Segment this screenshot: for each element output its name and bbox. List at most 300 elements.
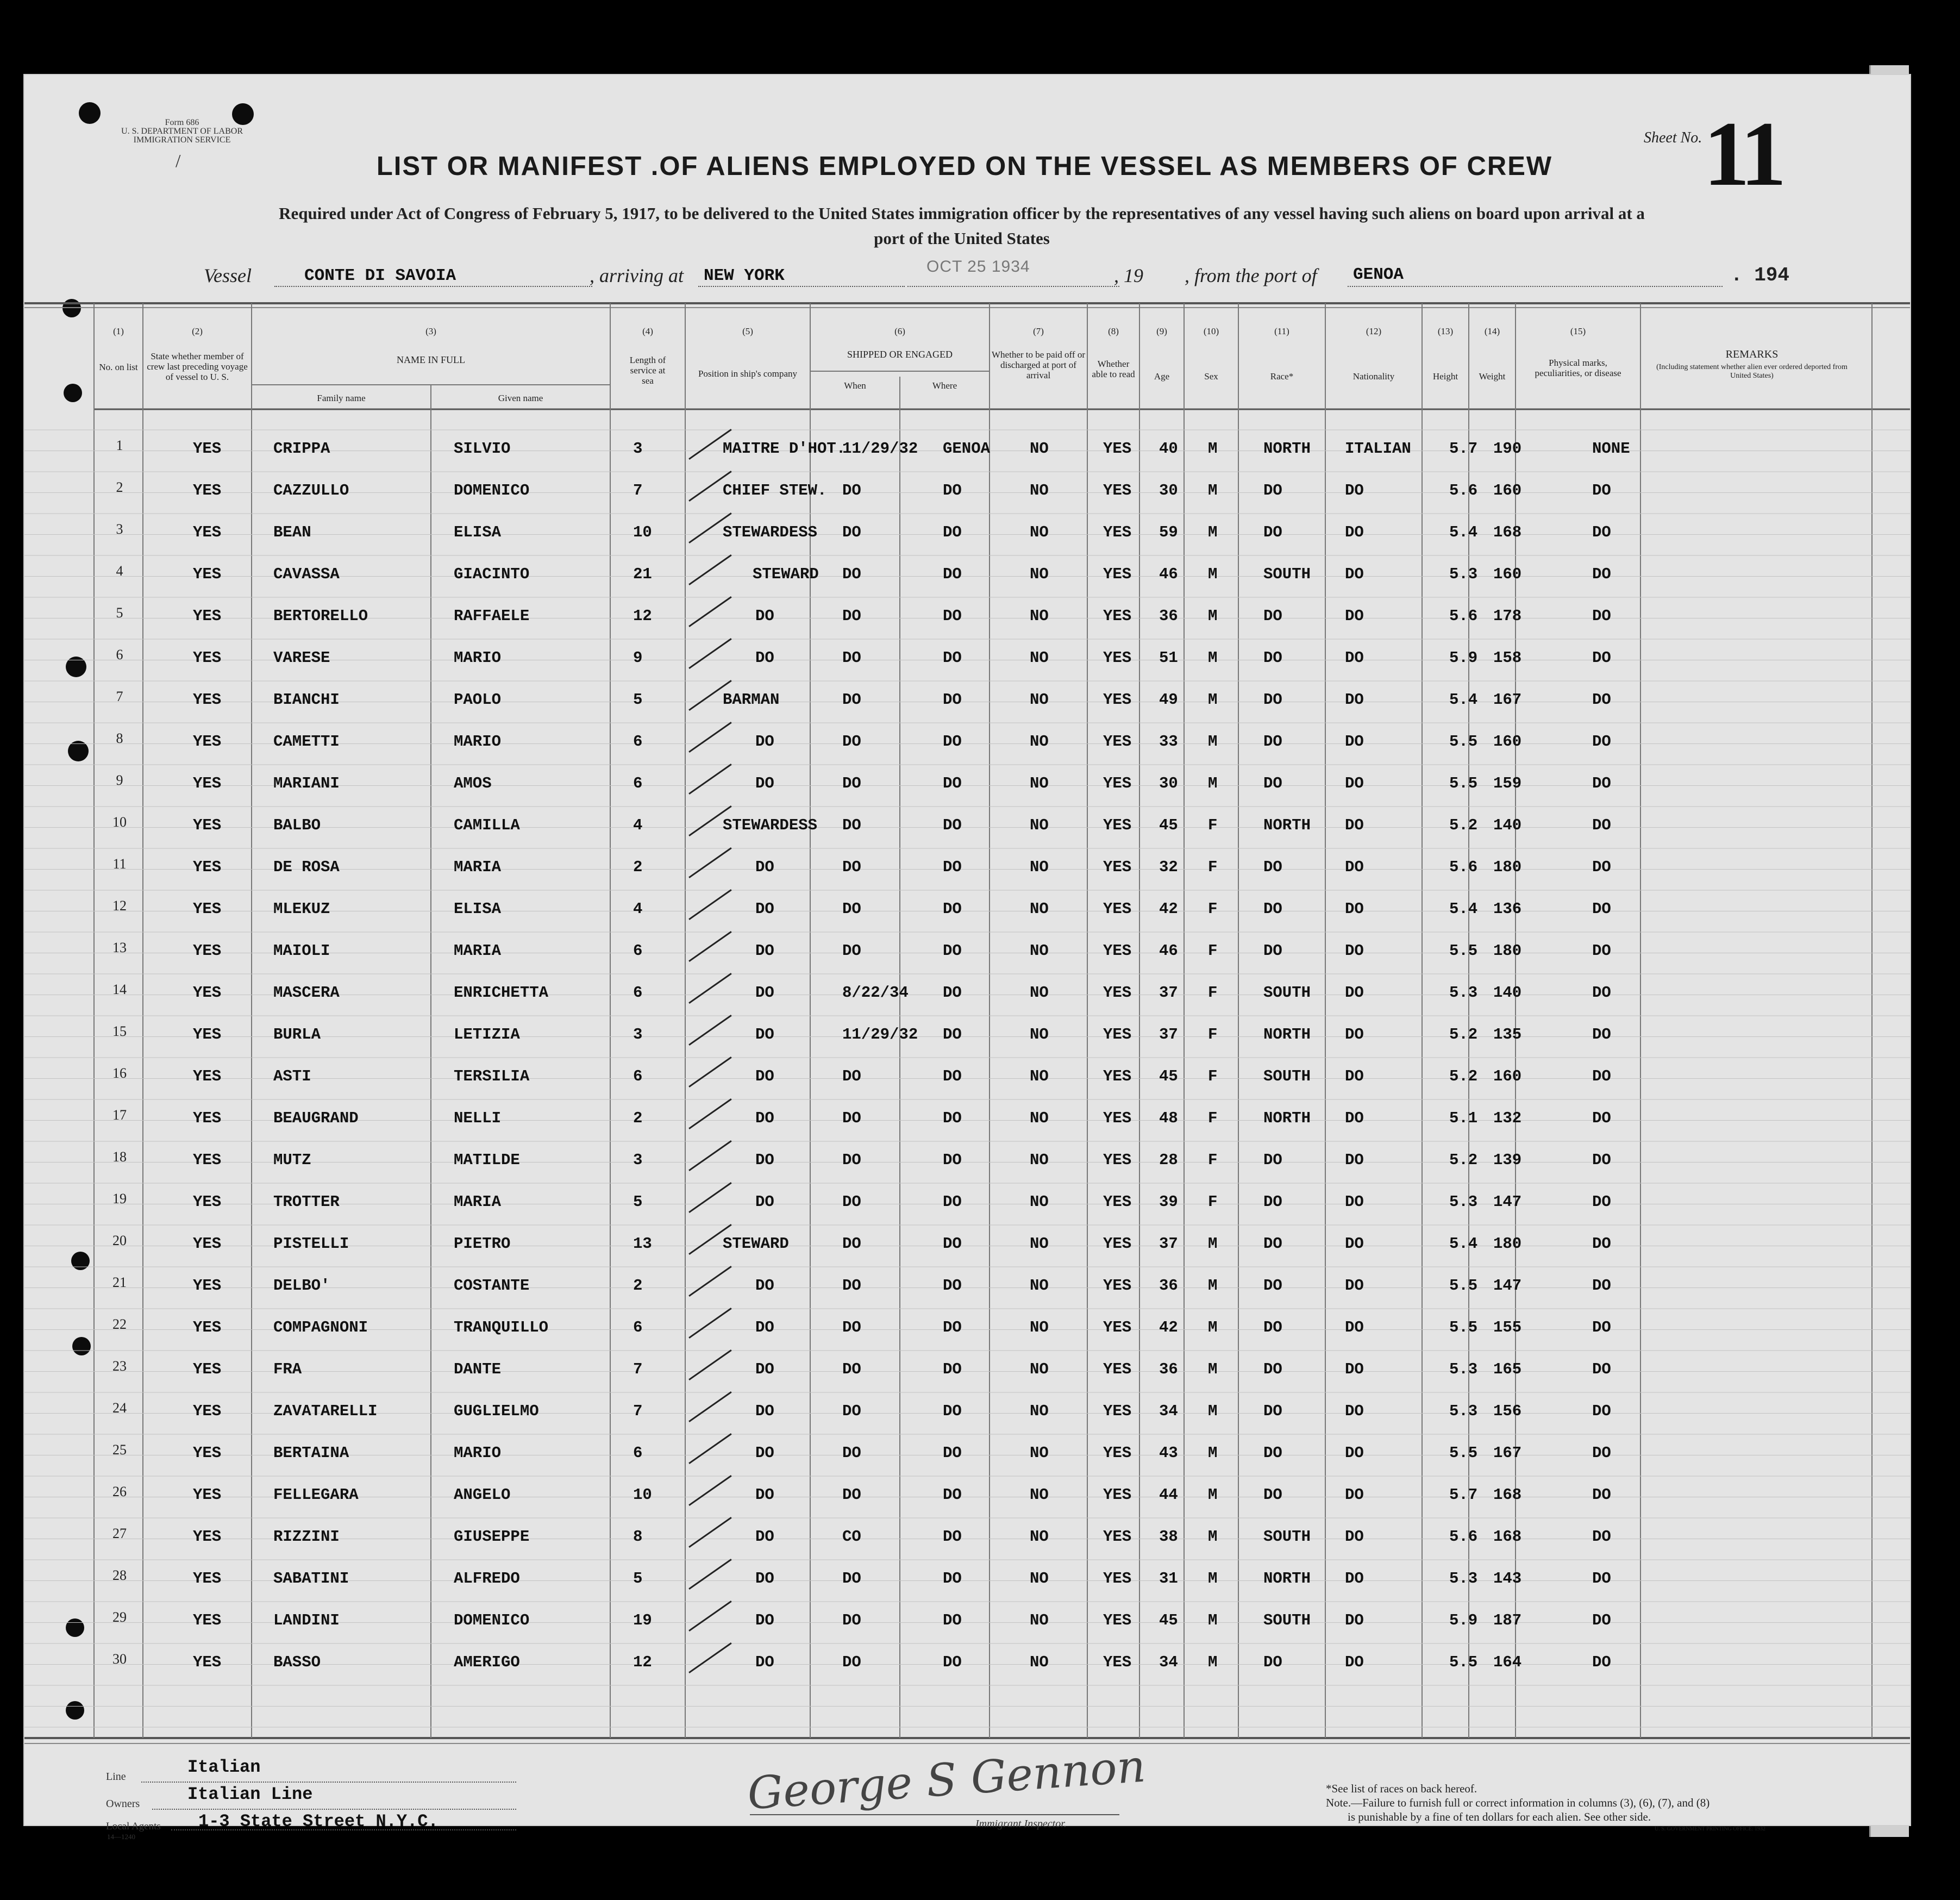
col-weight: 168 [1493, 1528, 1522, 1546]
col-race: DO [1263, 1486, 1282, 1504]
col-weight: 147 [1493, 1277, 1522, 1295]
col-race: DO [1263, 733, 1282, 751]
col-service: 12 [633, 607, 652, 625]
col-paid-off: NO [1030, 1444, 1049, 1462]
row-number: 1 [116, 438, 123, 453]
arriving-port: NEW YORK [704, 266, 785, 285]
form-mark: / [176, 151, 181, 171]
col-race: SOUTH [1263, 1611, 1311, 1629]
col-age: 37 [1159, 1026, 1178, 1043]
col-service: 6 [633, 984, 643, 1002]
col13-number: (13) [1437, 326, 1454, 336]
col-position: DO [755, 1151, 774, 1169]
col-position: STEWARD [753, 565, 819, 583]
col-shipped-where: DO [943, 900, 962, 918]
col-race: DO [1263, 607, 1282, 625]
col-paid-off: NO [1030, 816, 1049, 834]
col-given-name: ELISA [454, 523, 502, 541]
col-race: DO [1263, 1151, 1282, 1169]
col-age: 51 [1159, 649, 1178, 667]
col-height: 5.6 [1449, 858, 1478, 876]
col-paid-off: NO [1030, 1151, 1049, 1169]
col-physical-marks: DO [1592, 1360, 1611, 1378]
col-physical-marks: DO [1592, 523, 1611, 541]
col-height: 5.5 [1449, 774, 1478, 792]
col14-header: Weight [1479, 371, 1506, 382]
col-shipped-where: DO [943, 1067, 962, 1085]
col-service: 6 [633, 1067, 643, 1085]
col-sex: M [1208, 1653, 1218, 1671]
col-given-name: MARIO [454, 649, 502, 667]
col-weight: 160 [1493, 482, 1522, 499]
col-able-to-read: YES [1103, 565, 1132, 583]
col-age: 30 [1159, 482, 1178, 499]
col-race: NORTH [1263, 1570, 1311, 1588]
col-height: 5.5 [1449, 1277, 1478, 1295]
col-given-name: DANTE [454, 1360, 502, 1378]
col-shipped-where: DO [943, 1570, 962, 1588]
col-shipped-when: DO [842, 482, 861, 499]
col-given-name: ENRICHETTA [454, 984, 549, 1002]
col-race: NORTH [1263, 440, 1311, 458]
col11-number: (11) [1274, 326, 1289, 336]
col-physical-marks: DO [1592, 607, 1611, 625]
col12-header: Nationality [1352, 371, 1395, 382]
col-physical-marks: DO [1592, 1653, 1611, 1671]
col-race: SOUTH [1263, 984, 1311, 1002]
row-number: 23 [112, 1358, 127, 1374]
col-weight: 187 [1493, 1611, 1522, 1629]
row-number: 3 [116, 521, 123, 537]
col-shipped-when: DO [842, 565, 861, 583]
col-race: SOUTH [1263, 565, 1311, 583]
col3a-header: Family name [317, 393, 366, 403]
col-height: 5.7 [1449, 440, 1478, 458]
col-nationality: DO [1345, 1151, 1364, 1169]
col-given-name: TRANQUILLO [454, 1318, 549, 1336]
col-age: 30 [1159, 774, 1178, 792]
col-family-name: SABATINI [273, 1570, 349, 1588]
row-number: 18 [112, 1149, 127, 1165]
col-member: YES [193, 440, 222, 458]
col-shipped-where: GENOA [943, 440, 991, 458]
col-age: 42 [1159, 1318, 1178, 1336]
col-sex: F [1208, 1026, 1218, 1043]
col-physical-marks: DO [1592, 858, 1611, 876]
col-given-name: GIACINTO [454, 565, 530, 583]
col-position: DO [755, 1653, 774, 1671]
col-position: DO [755, 1528, 774, 1546]
col-physical-marks: DO [1592, 691, 1611, 709]
col-member: YES [193, 1193, 222, 1211]
col-position: DO [755, 733, 774, 751]
col4-number: (4) [642, 326, 653, 336]
col-race: DO [1263, 1402, 1282, 1420]
remarks-header: REMARKS [1725, 348, 1779, 360]
col-shipped-when: DO [842, 774, 861, 792]
row-number: 9 [116, 772, 123, 788]
col-weight: 135 [1493, 1026, 1522, 1043]
col-shipped-when: DO [842, 1444, 861, 1462]
col-age: 34 [1159, 1653, 1178, 1671]
col-member: YES [193, 565, 222, 583]
col-nationality: DO [1345, 1193, 1364, 1211]
col-position: STEWARD [723, 1235, 789, 1253]
col-service: 5 [633, 1570, 643, 1588]
col-age: 34 [1159, 1402, 1178, 1420]
col-sex: M [1208, 1318, 1218, 1336]
form-number: Form 686 [165, 118, 199, 127]
col6-number: (6) [894, 326, 905, 336]
col-sex: F [1208, 816, 1218, 834]
col-position: MAITRE D'HOT. [723, 440, 846, 458]
col-member: YES [193, 1611, 222, 1629]
col-able-to-read: YES [1103, 900, 1132, 918]
col-nationality: DO [1345, 1611, 1364, 1629]
col-paid-off: NO [1030, 1653, 1049, 1671]
col-paid-off: NO [1030, 482, 1049, 499]
col-given-name: TERSILIA [454, 1067, 530, 1085]
col-shipped-where: DO [943, 1151, 962, 1169]
col-paid-off: NO [1030, 942, 1049, 960]
col-nationality: DO [1345, 1444, 1364, 1462]
col-family-name: BIANCHI [273, 691, 340, 709]
col-able-to-read: YES [1103, 1193, 1132, 1211]
col-sex: M [1208, 1444, 1218, 1462]
vessel-name: CONTE DI SAVOIA [304, 266, 456, 285]
col-physical-marks: DO [1592, 1026, 1611, 1043]
col5-header: Position in ship's company [698, 368, 798, 379]
col-physical-marks: DO [1592, 1528, 1611, 1546]
col-able-to-read: YES [1103, 1528, 1132, 1546]
col-height: 5.2 [1449, 1151, 1478, 1169]
col-shipped-when: DO [842, 1402, 861, 1420]
col-shipped-where: DO [943, 942, 962, 960]
col-nationality: DO [1345, 1486, 1364, 1504]
row-number: 6 [116, 647, 123, 662]
col-age: 46 [1159, 942, 1178, 960]
col3-number: (3) [425, 326, 436, 336]
col-age: 42 [1159, 900, 1178, 918]
col-weight: 140 [1493, 984, 1522, 1002]
year-stamp-prefix: . 19 [1731, 264, 1778, 286]
col-able-to-read: YES [1103, 482, 1132, 499]
col-able-to-read: YES [1103, 858, 1132, 876]
row-number: 26 [112, 1484, 127, 1499]
col7-number: (7) [1033, 326, 1044, 336]
col-physical-marks: DO [1592, 1486, 1611, 1504]
col-shipped-where: DO [943, 1360, 962, 1378]
col-member: YES [193, 691, 222, 709]
line-underline [141, 1782, 516, 1783]
col10-number: (10) [1203, 326, 1219, 336]
col-able-to-read: YES [1103, 440, 1132, 458]
col-nationality: DO [1345, 482, 1364, 499]
col-given-name: GIUSEPPE [454, 1528, 530, 1546]
col-shipped-when: DO [842, 1318, 861, 1336]
col-shipped-when: DO [842, 1151, 861, 1169]
col-given-name: MARIO [454, 733, 502, 751]
col-physical-marks: DO [1592, 1109, 1611, 1127]
col-family-name: MASCERA [273, 984, 340, 1002]
col-given-name: CAMILLA [454, 816, 520, 834]
col-sex: M [1208, 1360, 1218, 1378]
col-given-name: COSTANTE [454, 1277, 530, 1295]
col5-number: (5) [742, 326, 753, 336]
row-number: 7 [116, 689, 123, 704]
col-position: DO [755, 984, 774, 1002]
col-shipped-when: DO [842, 649, 861, 667]
service-label: IMMIGRATION SERVICE [133, 135, 231, 145]
col-height: 5.4 [1449, 691, 1478, 709]
col-able-to-read: YES [1103, 1444, 1132, 1462]
col-given-name: AMOS [454, 774, 492, 792]
row-number: 16 [112, 1065, 127, 1081]
col-physical-marks: DO [1592, 1151, 1611, 1169]
col-family-name: LANDINI [273, 1611, 340, 1629]
col-position: DO [755, 1109, 774, 1127]
year-label: , 19 [1114, 265, 1143, 286]
col-able-to-read: YES [1103, 1653, 1132, 1671]
col-shipped-where: DO [943, 649, 962, 667]
col-age: 49 [1159, 691, 1178, 709]
col-shipped-when: DO [842, 1360, 861, 1378]
col-weight: 143 [1493, 1570, 1522, 1588]
col-age: 46 [1159, 565, 1178, 583]
col-given-name: ALFREDO [454, 1570, 520, 1588]
col-shipped-where: DO [943, 1318, 962, 1336]
col-weight: 158 [1493, 649, 1522, 667]
col-paid-off: NO [1030, 1067, 1049, 1085]
col-nationality: DO [1345, 942, 1364, 960]
from-port: GENOA [1353, 265, 1404, 284]
col-member: YES [193, 1486, 222, 1504]
inspector-label: Immigrant Inspector. [975, 1818, 1067, 1830]
col-height: 5.6 [1449, 1528, 1478, 1546]
col-sex: M [1208, 607, 1218, 625]
col-shipped-when: DO [842, 523, 861, 541]
col-sex: F [1208, 984, 1218, 1002]
col-service: 12 [633, 1653, 652, 1671]
col-service: 6 [633, 942, 643, 960]
col-member: YES [193, 649, 222, 667]
col-shipped-when: DO [842, 1235, 861, 1253]
col-age: 37 [1159, 1235, 1178, 1253]
col-sex: M [1208, 1486, 1218, 1504]
col9-header: Age [1154, 371, 1170, 382]
col11-header: Race* [1270, 371, 1294, 382]
col-nationality: DO [1345, 565, 1364, 583]
col-family-name: RIZZINI [273, 1528, 340, 1546]
col-height: 5.2 [1449, 1067, 1478, 1085]
col-member: YES [193, 1402, 222, 1420]
col-service: 10 [633, 523, 652, 541]
col-race: SOUTH [1263, 1067, 1311, 1085]
col-weight: 168 [1493, 1486, 1522, 1504]
col-paid-off: NO [1030, 733, 1049, 751]
col-member: YES [193, 607, 222, 625]
col-weight: 160 [1493, 1067, 1522, 1085]
col-physical-marks: DO [1592, 1067, 1611, 1085]
col-nationality: DO [1345, 1570, 1364, 1588]
col-nationality: DO [1345, 1318, 1364, 1336]
col-family-name: FELLEGARA [273, 1486, 359, 1504]
col-service: 2 [633, 1109, 643, 1127]
col-age: 59 [1159, 523, 1178, 541]
col-shipped-where: DO [943, 984, 962, 1002]
col-given-name: MARIA [454, 942, 502, 960]
col-race: DO [1263, 649, 1282, 667]
col-age: 40 [1159, 440, 1178, 458]
col12-number: (12) [1366, 326, 1382, 336]
col-age: 45 [1159, 1067, 1178, 1085]
col-shipped-where: DO [943, 1653, 962, 1671]
col-race: SOUTH [1263, 1528, 1311, 1546]
col-family-name: MUTZ [273, 1151, 311, 1169]
col-physical-marks: DO [1592, 1611, 1611, 1629]
col-sex: M [1208, 691, 1218, 709]
col-physical-marks: DO [1592, 900, 1611, 918]
col10-header: Sex [1204, 371, 1218, 382]
row-number: 29 [112, 1609, 127, 1625]
col-service: 3 [633, 440, 643, 458]
col-shipped-where: DO [943, 1235, 962, 1253]
col-position: DO [755, 1486, 774, 1504]
col-given-name: ANGELO [454, 1486, 511, 1504]
col-position: DO [755, 774, 774, 792]
col-weight: 139 [1493, 1151, 1522, 1169]
col-sex: M [1208, 649, 1218, 667]
row-number: 27 [112, 1526, 127, 1541]
col-family-name: BALBO [273, 816, 321, 834]
col-height: 5.9 [1449, 1611, 1478, 1629]
col-paid-off: NO [1030, 984, 1049, 1002]
col-member: YES [193, 1528, 222, 1546]
col-member: YES [193, 523, 222, 541]
col-member: YES [193, 1444, 222, 1462]
col-position: DO [755, 1277, 774, 1295]
col-service: 2 [633, 1277, 643, 1295]
col-shipped-when: DO [842, 858, 861, 876]
col-nationality: DO [1345, 1653, 1364, 1671]
col-sex: F [1208, 942, 1218, 960]
col-nationality: DO [1345, 1277, 1364, 1295]
col-physical-marks: DO [1592, 1277, 1611, 1295]
col-race: DO [1263, 1318, 1282, 1336]
col-paid-off: NO [1030, 774, 1049, 792]
subtitle-line-2: port of the United States [874, 229, 1050, 248]
manifest-sheet [24, 75, 1910, 1841]
col-age: 32 [1159, 858, 1178, 876]
col-paid-off: NO [1030, 1570, 1049, 1588]
col-family-name: BERTAINA [273, 1444, 349, 1462]
col-weight: 156 [1493, 1402, 1522, 1420]
col-shipped-where: DO [943, 482, 962, 499]
col-given-name: MARIA [454, 858, 502, 876]
col-sex: F [1208, 858, 1218, 876]
col-age: 38 [1159, 1528, 1178, 1546]
row-number: 13 [112, 940, 127, 955]
form-code: 14—1240 [107, 1833, 135, 1841]
col-able-to-read: YES [1103, 1067, 1132, 1085]
col-able-to-read: YES [1103, 1109, 1132, 1127]
col-paid-off: NO [1030, 1360, 1049, 1378]
col-position: DO [755, 1026, 774, 1043]
col-position: DO [755, 1067, 774, 1085]
col-given-name: AMERIGO [454, 1653, 520, 1671]
col-able-to-read: YES [1103, 1402, 1132, 1420]
col-able-to-read: YES [1103, 733, 1132, 751]
col-shipped-where: DO [943, 1528, 962, 1546]
col3b-header: Given name [498, 393, 543, 403]
row-number: 25 [112, 1442, 127, 1458]
col-physical-marks: DO [1592, 984, 1611, 1002]
col-shipped-when: DO [842, 900, 861, 918]
col-member: YES [193, 1109, 222, 1127]
col-paid-off: NO [1030, 1318, 1049, 1336]
row-number: 21 [112, 1274, 127, 1290]
col-nationality: DO [1345, 1528, 1364, 1546]
col-shipped-when: DO [842, 1653, 861, 1671]
col-age: 36 [1159, 1277, 1178, 1295]
col-given-name: MATILDE [454, 1151, 520, 1169]
col-height: 5.2 [1449, 816, 1478, 834]
col-family-name: MLEKUZ [273, 900, 330, 918]
col-nationality: DO [1345, 733, 1364, 751]
col-service: 6 [633, 1318, 643, 1336]
col-service: 3 [633, 1151, 643, 1169]
col-able-to-read: YES [1103, 1026, 1132, 1043]
col-family-name: MARIANI [273, 774, 340, 792]
col-family-name: PISTELLI [273, 1235, 349, 1253]
sheet-number: 11 [1704, 103, 1782, 205]
row-number: 2 [116, 479, 123, 495]
col-member: YES [193, 1277, 222, 1295]
col-weight: 180 [1493, 942, 1522, 960]
col-shipped-where: DO [943, 858, 962, 876]
col-age: 36 [1159, 607, 1178, 625]
col-position: DO [755, 1444, 774, 1462]
col-able-to-read: YES [1103, 1570, 1132, 1588]
col14-number: (14) [1484, 326, 1500, 336]
col-member: YES [193, 816, 222, 834]
col-sex: M [1208, 1528, 1218, 1546]
col-able-to-read: YES [1103, 984, 1132, 1002]
col-family-name: BEAN [273, 523, 311, 541]
row-number: 10 [112, 814, 127, 830]
col-member: YES [193, 774, 222, 792]
col-race: DO [1263, 774, 1282, 792]
col-shipped-when: DO [842, 1277, 861, 1295]
col-shipped-when: 11/29/32 [842, 440, 918, 458]
col-weight: 160 [1493, 733, 1522, 751]
col-paid-off: NO [1030, 1486, 1049, 1504]
col-weight: 155 [1493, 1318, 1522, 1336]
col-race: DO [1263, 1653, 1282, 1671]
col-able-to-read: YES [1103, 942, 1132, 960]
col-shipped-when: 11/29/32 [842, 1026, 918, 1043]
col-age: 39 [1159, 1193, 1178, 1211]
col-shipped-when: DO [842, 1193, 861, 1211]
col8-number: (8) [1108, 326, 1119, 336]
col-race: DO [1263, 1360, 1282, 1378]
col-weight: 160 [1493, 565, 1522, 583]
col-height: 5.4 [1449, 523, 1478, 541]
col-weight: 159 [1493, 774, 1522, 792]
col-able-to-read: YES [1103, 649, 1132, 667]
col6-header: SHIPPED OR ENGAGED [847, 349, 953, 360]
col-physical-marks: DO [1592, 816, 1611, 834]
